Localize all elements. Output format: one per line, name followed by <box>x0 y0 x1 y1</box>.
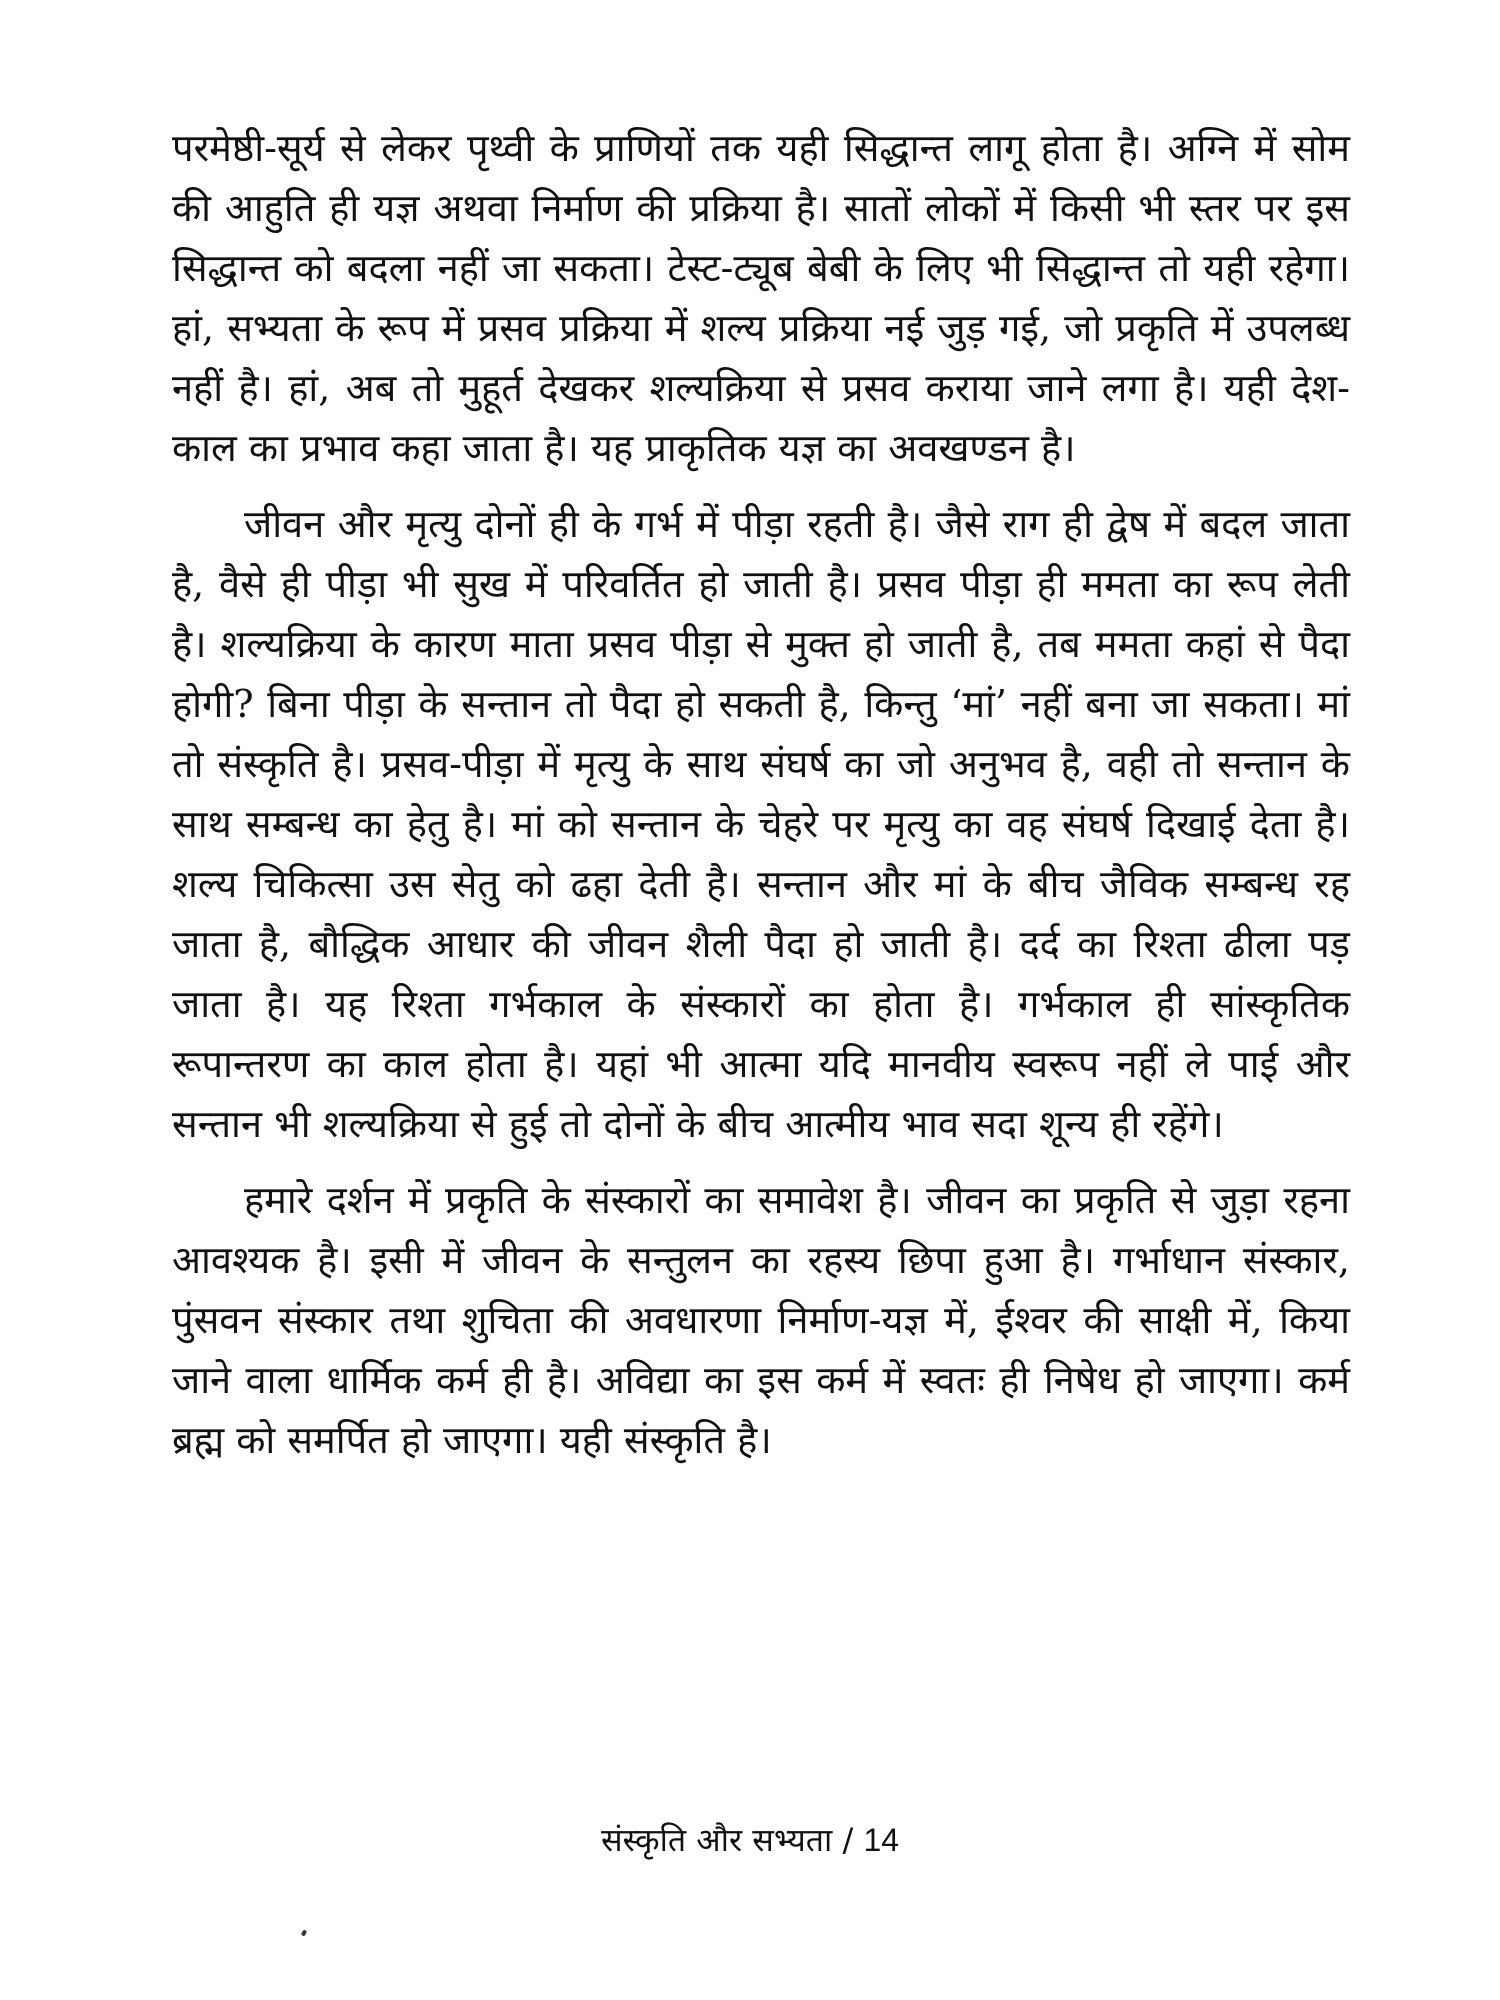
scan-speck <box>301 1929 307 1936</box>
page-footer <box>0 1820 1500 1860</box>
page-number: 14 <box>863 1822 900 1858</box>
footer-book-title: संस्कृति और सभ्यता <box>600 1821 833 1859</box>
paragraph-2: जीवन और मृत्यु दोनों ही के गर्भ में पीड़ा रहती है। जैसे राग ही द्वेष में बदल जाता है, वैसे ही पीड़ा भी सुख में परिवर्तित हो जाती है। प्रसव पीड़ा ही ममता का रूप लेती है। शल्यक्रिया के कारण माता प्रसव पीड़ा से मुक्त हो जाती है, तब ममता कहां से पैदा होगी? बिना पीड़ा के सन्तान तो पैदा हो सकती है, किन्तु ‘मां’ नहीं बना जा सकता। मां तो संस्कृति है। प्रसव-पीड़ा में मृत्यु के साथ संघर्ष का जो अनुभव है, वही तो सन्तान के साथ सम्बन्ध का हेतु है। मां को सन्तान के चेहरे पर मृत्यु का वह संघर्ष दिखाई देता है। शल्य चिकित्सा उस सेतु को ढहा देती है। सन्तान और मां के बीच जैविक सम्बन्ध रह जाता है, बौद्धिक आधार की जीवन शैली पैदा हो जाती है। दर्द का रिश्ता ढीला पड़ जाता है। यह रिश्ता गर्भकाल के संस्कारों का होता है। गर्भकाल ही सांस्कृतिक रूपान्तरण का काल होता है। यहां भी आत्मा यदि मानवीय स्वरूप नहीं ले पाई और सन्तान भी शल्यक्रिया से हुई तो दोनों के बीच आत्मीय भाव सदा शून्य ही रहेंगे। <box>172 502 1350 1146</box>
paragraph-1: परमेष्ठी-सूर्य से लेकर पृथ्वी के प्राणियों तक यही सिद्धान्त लागू होता है। अग्नि में सोम की आहुति ही यज्ञ अथवा निर्माण की प्रक्रिया है। सातों लोकों में किसी भी स्तर पर इस सिद्धान्त को बदला नहीं जा सकता। टेस्ट-ट्यूब बेबी के लिए भी सिद्धान्त तो यही रहेगा। हां, सभ्यता के रूप में प्रसव प्रक्रिया में शल्य प्रक्रिया नई जुड़ गई, जो प्रकृति में उपलब्ध नहीं है। हां, अब तो मुहूर्त देखकर शल्यक्रिया से प्रसव कराया जाने लगा है। यही देश-काल का प्रभाव कहा जाता है। यह प्राकृतिक यज्ञ का अवखण्डन है। <box>172 126 1350 470</box>
page-body <box>172 118 1350 1470</box>
paragraph-3: हमारे दर्शन में प्रकृति के संस्कारों का समावेश है। जीवन का प्रकृति से जुड़ा रहना आवश्यक है। इसी में जीवन के सन्तुलन का रहस्य छिपा हुआ है। गर्भाधान संस्कार, पुंसवन संस्कार तथा शुचिता की अवधारणा निर्माण-यज्ञ में, ईश्वर की साक्षी में, किया जाने वाला धार्मिक कर्म ही है। अविद्या का इस कर्म में स्वतः ही निषेध हो जाएगा। कर्म ब्रह्म को समर्पित हो जाएगा। यही संस्कृति है। <box>172 1178 1350 1462</box>
footer-separator: / <box>842 1821 854 1859</box>
